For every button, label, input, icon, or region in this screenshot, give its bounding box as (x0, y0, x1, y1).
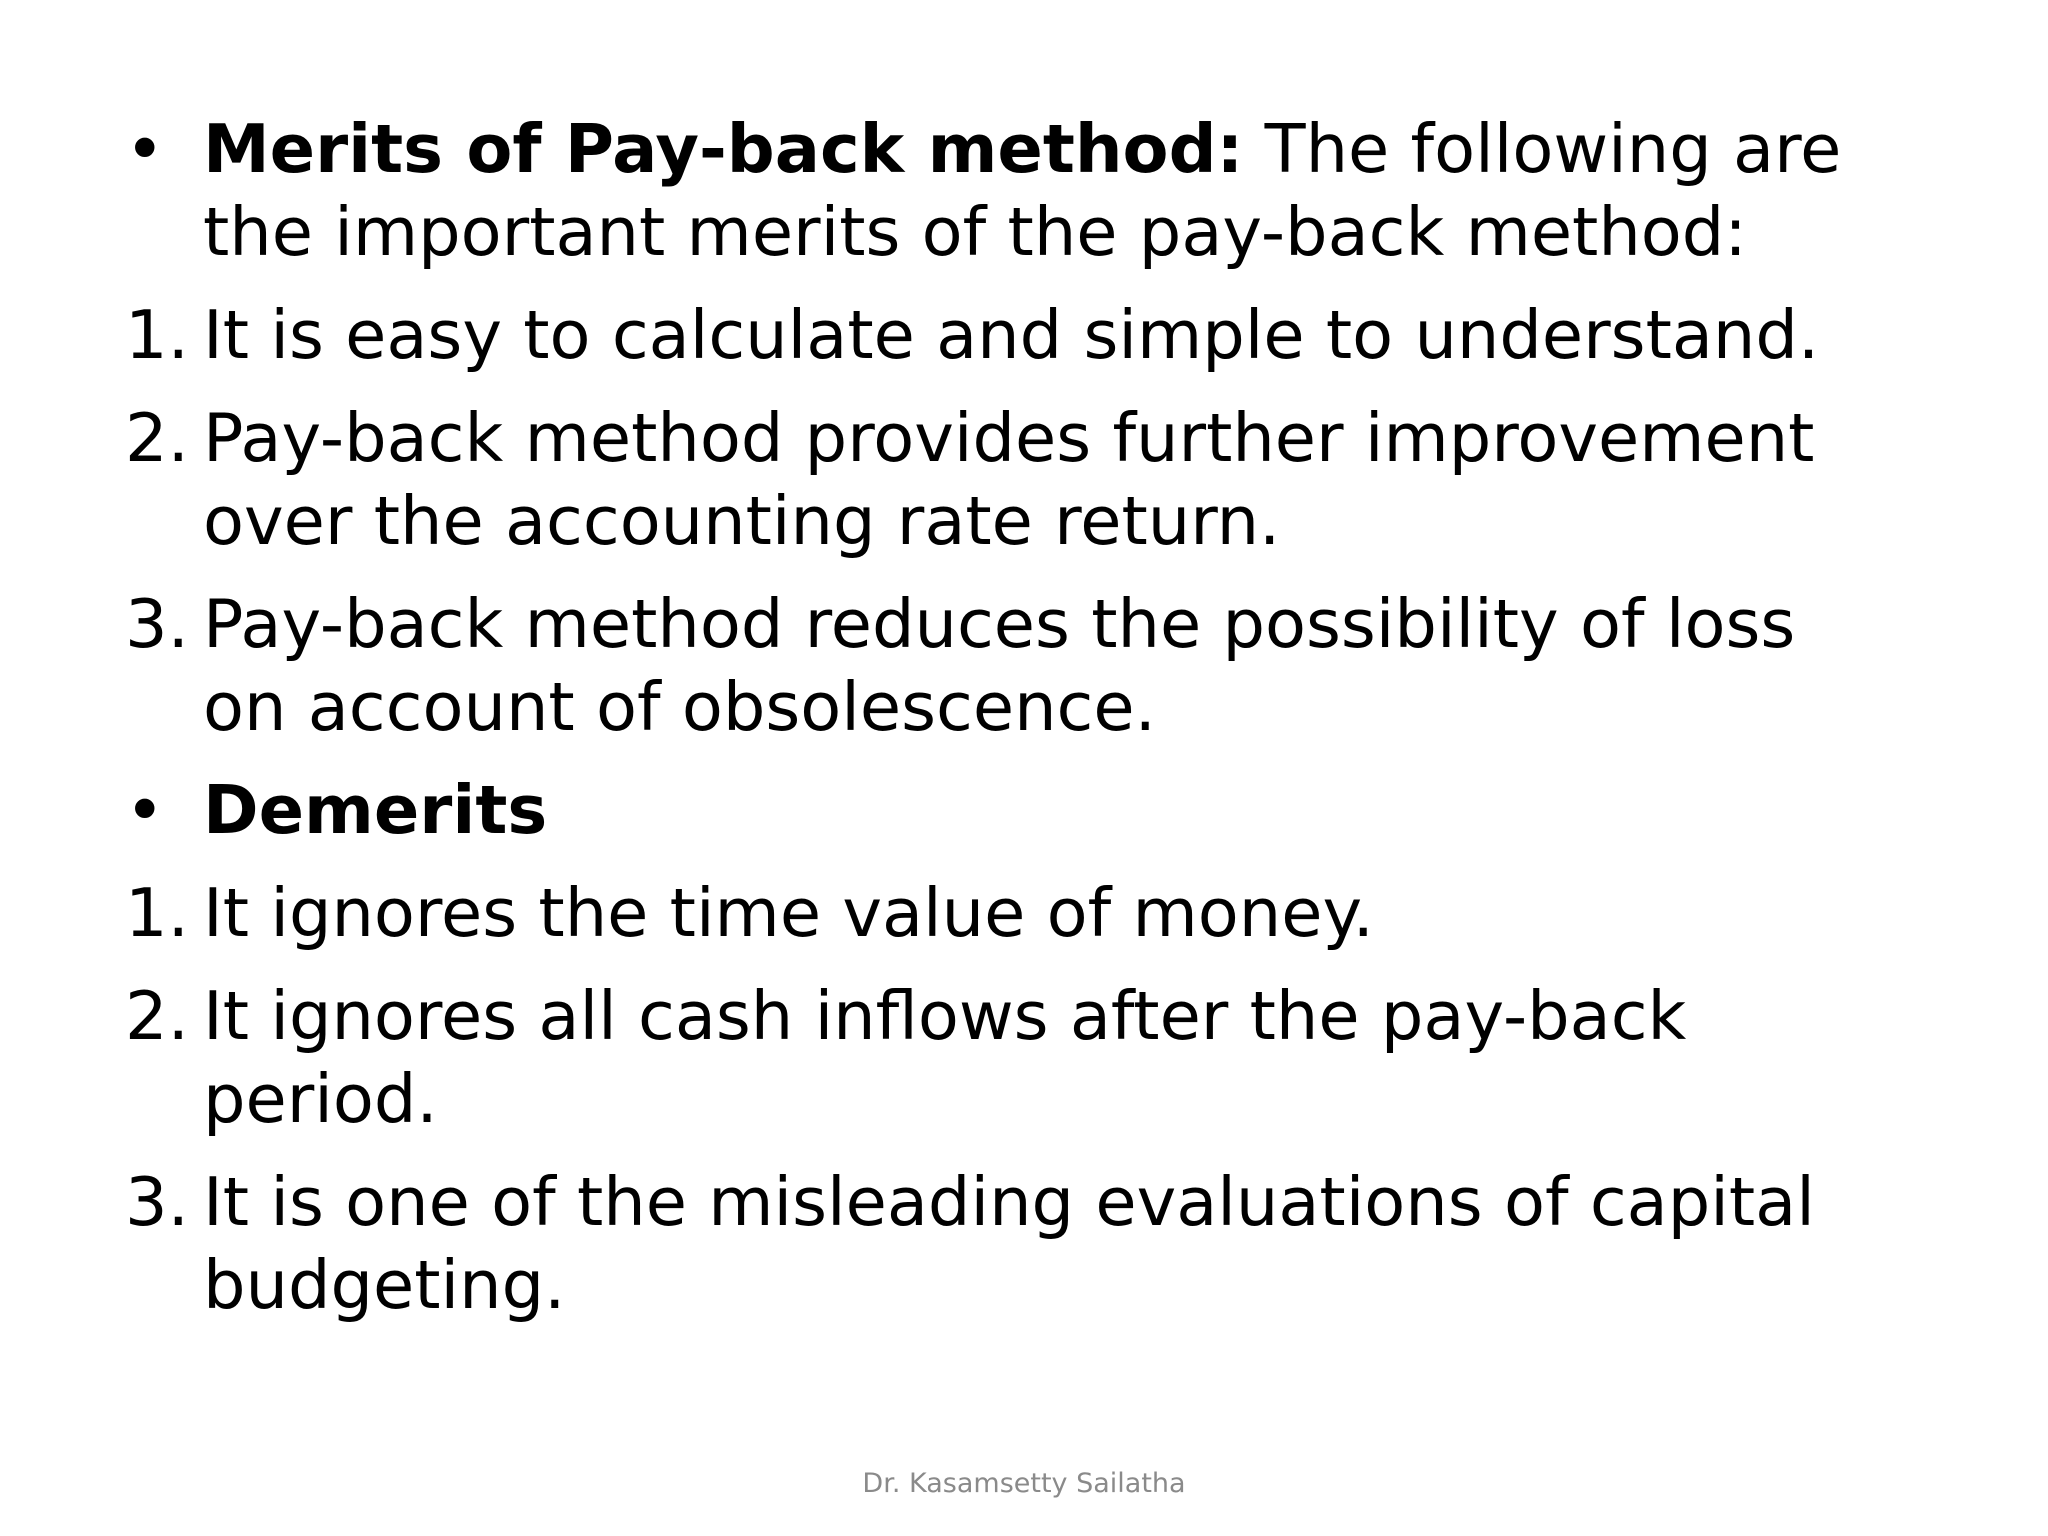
demerit-item-1 (125, 872, 1985, 955)
merit-item-2 (125, 397, 1985, 563)
merits-heading: Merits of Pay-back method: (203, 110, 1244, 188)
bullet-icon: • (125, 771, 165, 849)
bullet-icon: • (125, 110, 165, 188)
demerit-item-2 (125, 975, 1985, 1141)
bullet-merits (125, 108, 1985, 274)
merits-intro: The following are the important merits of the pay-back method: (203, 110, 1842, 271)
merit-item-1 (125, 294, 1985, 377)
bullet-demerits (125, 769, 1985, 852)
merit-number-3: 3. (125, 585, 189, 663)
demerit-text-2: It ignores all cash inflows after the pay-back period. (203, 977, 1687, 1138)
merit-number-1: 1. (125, 296, 189, 374)
merit-text-2: Pay-back method provides further improvement over the accounting rate return. (203, 399, 1815, 560)
slide-content (125, 108, 1985, 1347)
demerit-text-3: It is one of the misleading evaluations of capital budgeting. (203, 1163, 1815, 1324)
merit-number-2: 2. (125, 399, 189, 477)
demerit-number-3: 3. (125, 1163, 189, 1241)
demerit-text-1: It ignores the time value of money. (203, 874, 1374, 952)
merit-text-1: It is easy to calculate and simple to understand. (203, 296, 1820, 374)
demerit-number-2: 2. (125, 977, 189, 1055)
slide-footer: Dr. Kasamsetty Sailatha (862, 1468, 1186, 1499)
merit-text-3: Pay-back method reduces the possibility of loss on account of obsolescence. (203, 585, 1796, 746)
demerit-item-3 (125, 1161, 1985, 1327)
demerit-number-1: 1. (125, 874, 189, 952)
demerits-heading: Demerits (203, 771, 548, 849)
merit-item-3 (125, 583, 1985, 749)
